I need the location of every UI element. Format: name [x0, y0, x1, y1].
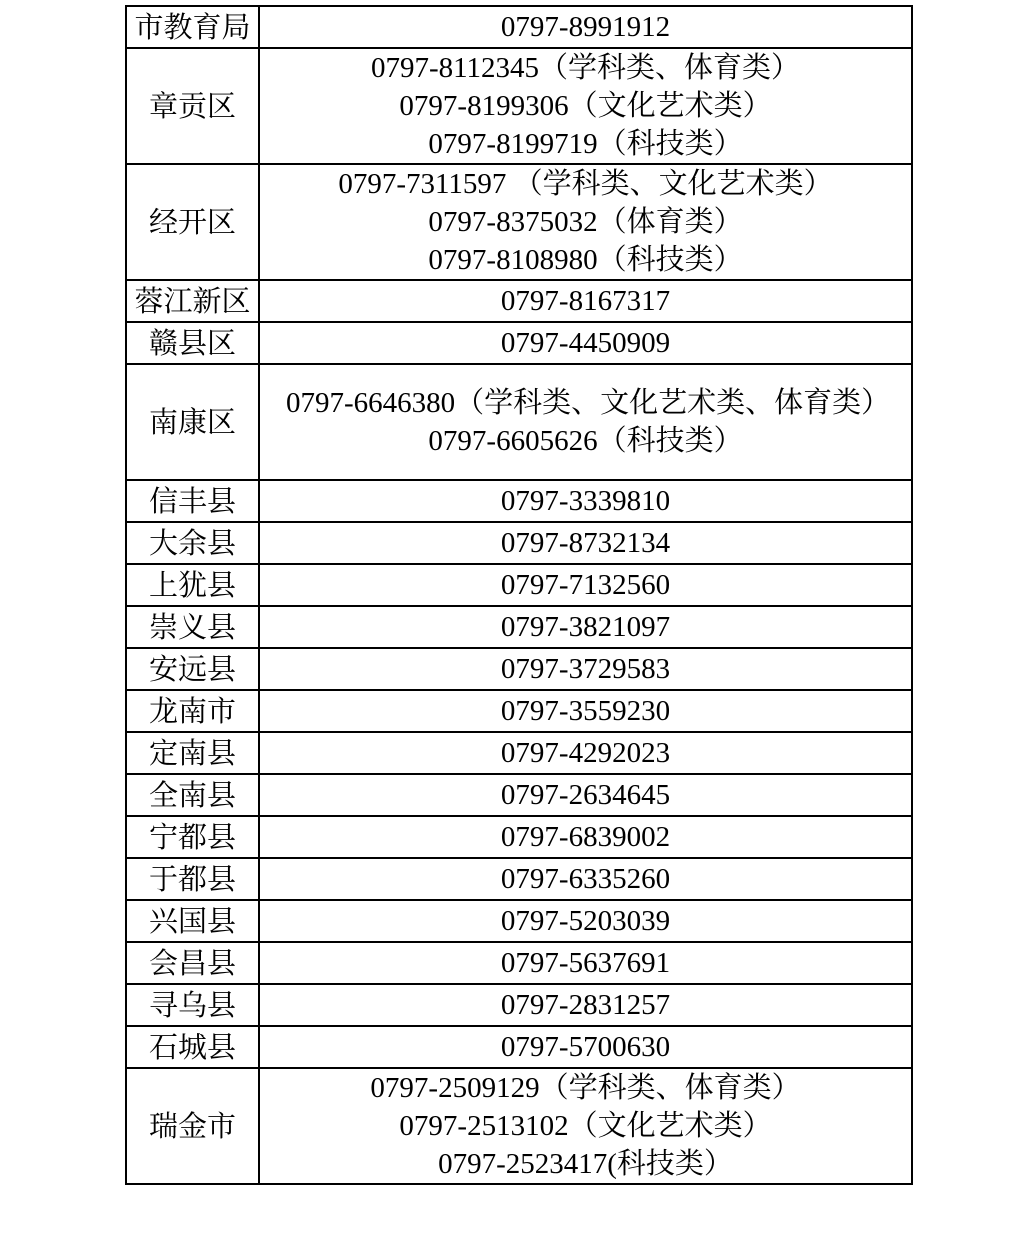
phone-cell: [259, 858, 912, 900]
phone-number: 0797-2831257: [500, 989, 671, 1021]
phone-number: 0797-8199306（文化艺术类）: [399, 90, 772, 122]
district-name: 安远县: [126, 648, 259, 690]
phone-number: 0797-3559230: [500, 695, 671, 727]
phone-cell: [259, 164, 912, 280]
phone-cell: [259, 6, 912, 48]
district-name: 市教育局: [126, 6, 259, 48]
district-name: 信丰县: [126, 480, 259, 522]
table-row: [126, 690, 912, 732]
district-name: 宁都县: [126, 816, 259, 858]
table-row: [126, 480, 912, 522]
table-row: [126, 522, 912, 564]
phone-number: 0797-5700630: [500, 1031, 671, 1063]
phone-number: 0797-3821097: [500, 611, 671, 643]
phone-number: 0797-6646380（学科类、文化艺术类、体育类）: [286, 387, 891, 419]
phone-number: 0797-8991912: [500, 11, 671, 43]
district-name: 章贡区: [126, 48, 259, 164]
district-name: 南康区: [126, 364, 259, 480]
phone-cell: [259, 280, 912, 322]
phone-cell: [259, 648, 912, 690]
phone-number: 0797-8199719（科技类）: [428, 128, 743, 160]
table-row: [126, 1068, 912, 1184]
table-row: [126, 816, 912, 858]
table-row: [126, 280, 912, 322]
table-row: [126, 164, 912, 280]
phone-cell: [259, 480, 912, 522]
phone-cell: [259, 1068, 912, 1184]
table-row: [126, 732, 912, 774]
district-name: 会昌县: [126, 942, 259, 984]
contact-table: [125, 5, 913, 1185]
phone-cell: [259, 984, 912, 1026]
district-name: 兴国县: [126, 900, 259, 942]
table-row: [126, 858, 912, 900]
phone-cell: [259, 774, 912, 816]
phone-number: 0797-3729583: [500, 653, 671, 685]
phone-cell: [259, 606, 912, 648]
phone-cell: [259, 690, 912, 732]
table-row: [126, 606, 912, 648]
table-row: [126, 900, 912, 942]
phone-cell: [259, 1026, 912, 1068]
table-row: [126, 1026, 912, 1068]
phone-number: 0797-8167317: [500, 285, 671, 317]
phone-number: 0797-4450909: [500, 327, 671, 359]
district-name: 石城县: [126, 1026, 259, 1068]
district-name: 定南县: [126, 732, 259, 774]
phone-number: 0797-5637691: [500, 947, 671, 979]
table-row: [126, 774, 912, 816]
phone-cell: [259, 942, 912, 984]
district-name: 寻乌县: [126, 984, 259, 1026]
district-name: 龙南市: [126, 690, 259, 732]
table-row: [126, 6, 912, 48]
contact-table-body: [126, 6, 912, 1184]
phone-number: 0797-2513102（文化艺术类）: [399, 1110, 772, 1142]
table-row: [126, 984, 912, 1026]
phone-cell: [259, 48, 912, 164]
phone-number: 0797-3339810: [500, 485, 671, 517]
table-row: [126, 48, 912, 164]
district-name: 崇义县: [126, 606, 259, 648]
phone-number: 0797-2509129（学科类、体育类）: [370, 1072, 801, 1104]
phone-cell: [259, 816, 912, 858]
phone-number: 0797-8108980（科技类）: [428, 244, 743, 276]
phone-cell: [259, 364, 912, 480]
district-name: 全南县: [126, 774, 259, 816]
district-name: 于都县: [126, 858, 259, 900]
phone-number: 0797-2634645: [500, 779, 671, 811]
phone-number: 0797-6605626（科技类）: [428, 425, 743, 457]
district-name: 瑞金市: [126, 1068, 259, 1184]
district-name: 大余县: [126, 522, 259, 564]
phone-cell: [259, 900, 912, 942]
phone-number: 0797-2523417(科技类）: [438, 1148, 733, 1180]
district-name: 上犹县: [126, 564, 259, 606]
phone-cell: [259, 564, 912, 606]
district-name: 赣县区: [126, 322, 259, 364]
phone-number: 0797-4292023: [500, 737, 671, 769]
phone-number: 0797-8732134: [500, 527, 671, 559]
district-name: 经开区: [126, 164, 259, 280]
phone-cell: [259, 322, 912, 364]
phone-cell: [259, 522, 912, 564]
phone-number: 0797-6335260: [500, 863, 671, 895]
phone-cell: [259, 732, 912, 774]
table-row: [126, 364, 912, 480]
phone-number: 0797-8112345（学科类、体育类）: [370, 52, 801, 84]
phone-number: 0797-6839002: [500, 821, 671, 853]
phone-number: 0797-7311597 （学科类、文化艺术类）: [338, 168, 833, 200]
phone-number: 0797-8375032（体育类）: [428, 206, 743, 238]
phone-number: 0797-5203039: [500, 905, 671, 937]
table-row: [126, 322, 912, 364]
table-row: [126, 942, 912, 984]
table-row: [126, 648, 912, 690]
district-name: 蓉江新区: [126, 280, 259, 322]
table-row: [126, 564, 912, 606]
phone-number: 0797-7132560: [500, 569, 671, 601]
